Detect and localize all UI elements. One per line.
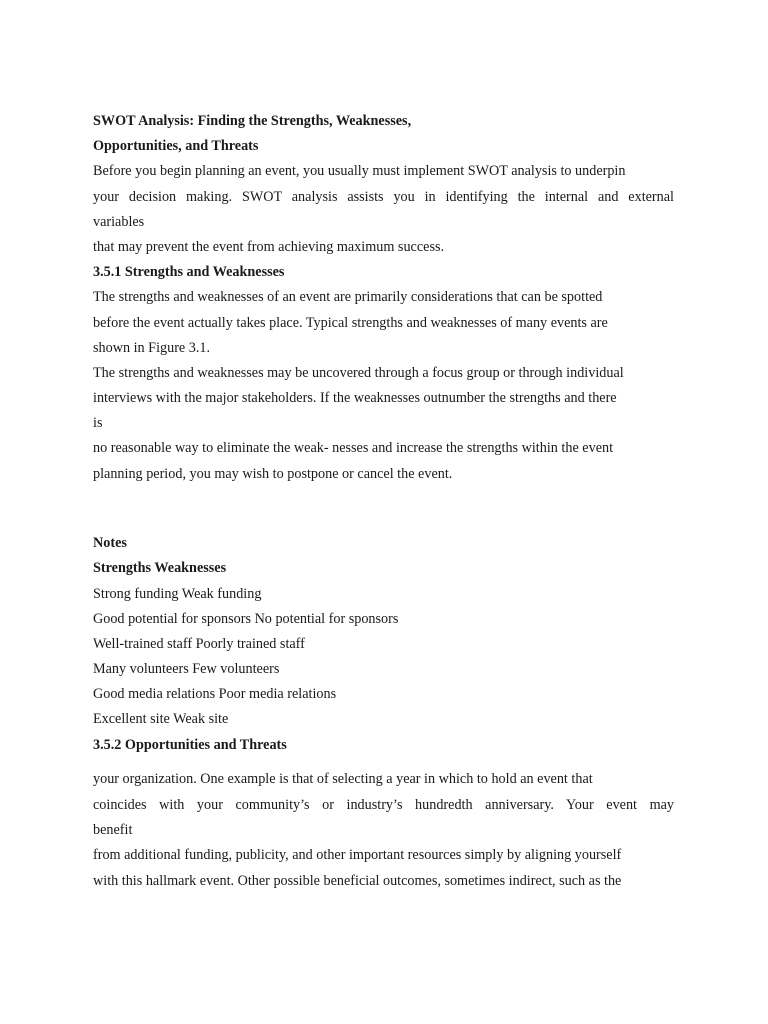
paragraph-line: coincides with your community’s or industry’s hundredth anniversary. Your event may	[93, 797, 674, 813]
table-header: Strengths Weaknesses	[93, 560, 227, 576]
paragraph-line: interviews with the major stakeholders. If the weaknesses outnumber the strengths and there	[93, 390, 617, 406]
paragraph-line: from additional funding, publicity, and other important resources simply by aligning yourself	[93, 847, 622, 863]
table-row: Good media relations Poor media relations	[93, 686, 337, 702]
section-heading: 3.5.1 Strengths and Weaknesses	[93, 264, 285, 280]
table-row: Strong funding Weak funding	[93, 586, 262, 602]
paragraph-line: variables	[93, 214, 145, 230]
paragraph-line: Before you begin planning an event, you usually must implement SWOT analysis to underpin	[93, 163, 626, 179]
paragraph-line: The strengths and weaknesses of an event are primarily considerations that can be spotted	[93, 289, 603, 305]
paragraph-line: your organization. One example is that of selecting a year in which to hold an event that	[93, 771, 593, 787]
document-title-line-2: Opportunities, and Threats	[93, 138, 259, 154]
document-title-line-1: SWOT Analysis: Finding the Strengths, Weaknesses,	[93, 113, 412, 129]
section-heading: 3.5.2 Opportunities and Threats	[93, 737, 287, 753]
paragraph-line: before the event actually takes place. Typical strengths and weaknesses of many events are	[93, 315, 608, 331]
paragraph-line: shown in Figure 3.1.	[93, 340, 211, 356]
paragraph-line: with this hallmark event. Other possible beneficial outcomes, sometimes indirect, such as the	[93, 873, 622, 889]
paragraph-line: is	[93, 415, 103, 431]
table-row: Good potential for sponsors No potential for sponsors	[93, 611, 399, 627]
paragraph-line: benefit	[93, 822, 133, 838]
paragraph-line: that may prevent the event from achieving maximum success.	[93, 239, 445, 255]
paragraph-line: The strengths and weaknesses may be uncovered through a focus group or through individual	[93, 365, 624, 381]
table-row: Excellent site Weak site	[93, 711, 229, 727]
paragraph-line: your decision making. SWOT analysis assists you in identifying the internal and external	[93, 189, 674, 205]
paragraph-line: planning period, you may wish to postpone or cancel the event.	[93, 466, 453, 482]
notes-heading: Notes	[93, 535, 127, 551]
paragraph-line: no reasonable way to eliminate the weak- nesses and increase the strengths within the event	[93, 440, 614, 456]
table-row: Well-trained staff Poorly trained staff	[93, 636, 305, 652]
table-row: Many volunteers Few volunteers	[93, 661, 280, 677]
